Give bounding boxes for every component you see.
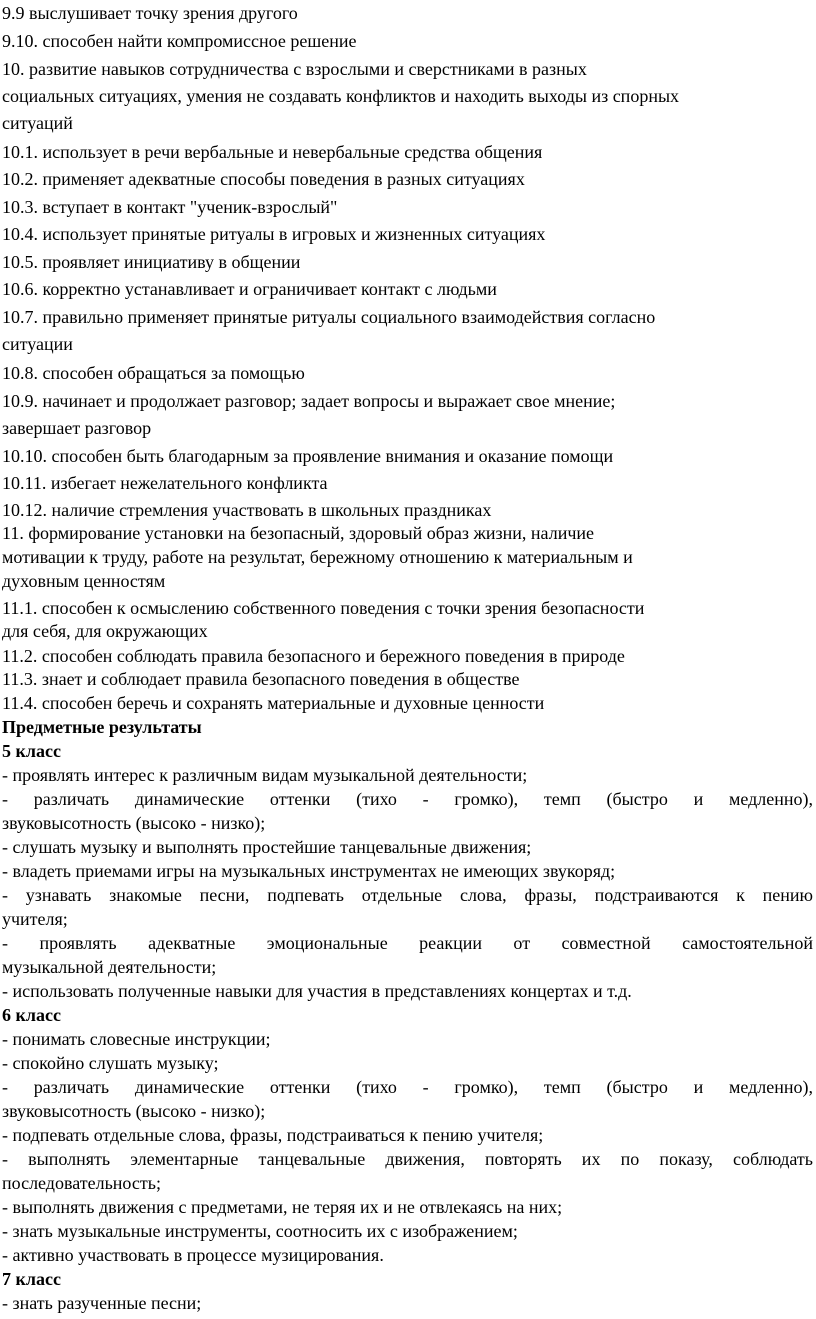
text-line: 10.9. начинает и продолжает разговор; задает вопросы и выражает свое мнение;	[2, 391, 616, 411]
text-line: 10.11. избегает нежелательного конфликта	[2, 473, 328, 493]
list-item-continuation: звуковысотность (высоко - низко);	[2, 1101, 266, 1121]
text-line: 11.4. способен беречь и сохранять материальные и духовные ценности	[2, 693, 545, 713]
list-item: - узнавать знакомые песни, подпевать отдельные слова, фразы, подстраиваются к пению	[2, 885, 813, 905]
list-item: - выполнять элементарные танцевальные движения, повторять их по показу, соблюдать	[2, 1149, 813, 1169]
section-heading: Предметные результаты	[2, 717, 202, 737]
list-item: - знать музыкальные инструменты, соотносить их с изображением;	[2, 1221, 518, 1241]
text-line: 10.8. способен обращаться за помощью	[2, 363, 305, 383]
text-line: 10.6. корректно устанавливает и ограничивает контакт с людьми	[2, 279, 497, 299]
list-item: - различать динамические оттенки (тихо - громко), темп (быстро и медленно),	[2, 789, 813, 809]
list-item: - различать динамические оттенки (тихо - громко), темп (быстро и медленно),	[2, 1077, 813, 1097]
list-item: - слушать музыку и выполнять простейшие танцевальные движения;	[2, 837, 532, 857]
text-line: 11.1. способен к осмыслению собственного поведения с точки зрения безопасности	[2, 598, 645, 618]
text-line: 10.2. применяет адекватные способы поведения в разных ситуациях	[2, 169, 525, 189]
list-item: - спокойно слушать музыку;	[2, 1053, 219, 1073]
text-line: 10.12. наличие стремления участвовать в школьных праздниках	[2, 500, 492, 520]
text-line: 10. развитие навыков сотрудничества с взрослыми и сверстниками в разных	[2, 59, 587, 79]
class-heading: 5 класс	[2, 741, 61, 761]
list-item-continuation: звуковысотность (высоко - низко);	[2, 813, 266, 833]
text-line: 10.7. правильно применяет принятые ритуалы социального взаимодействия согласно	[2, 307, 656, 327]
class-heading: 7 класс	[2, 1269, 61, 1289]
text-line: 11. формирование установки на безопасный, здоровый образ жизни, наличие	[2, 523, 594, 543]
text-line: мотивации к труду, работе на результат, бережному отношению к материальным и	[2, 547, 633, 567]
text-line: ситуаций	[2, 113, 73, 133]
list-item: - владеть приемами игры на музыкальных инструментах не имеющих звукоряд;	[2, 861, 616, 881]
list-item: - понимать словесные инструкции;	[2, 1029, 271, 1049]
class-heading: 6 класс	[2, 1005, 61, 1025]
text-line: 9.9 выслушивает точку зрения другого	[2, 3, 298, 23]
list-item-continuation: учителя;	[2, 909, 68, 929]
list-item: - проявлять адекватные эмоциональные реакции от совместной самостоятельной	[2, 933, 813, 953]
text-line: 10.4. использует принятые ритуалы в игровых и жизненных ситуациях	[2, 224, 546, 244]
text-line: 9.10. способен найти компромиссное решение	[2, 31, 357, 51]
list-item: - подпевать отдельные слова, фразы, подстраиваться к пению учителя;	[2, 1125, 544, 1145]
text-line: 10.10. способен быть благодарным за проявление внимания и оказание помощи	[2, 446, 614, 466]
list-item: - знать разученные песни;	[2, 1293, 202, 1313]
text-line: для себя, для окружающих	[2, 621, 208, 641]
list-item: - использовать полученные навыки для участия в представлениях концертах и т.д.	[2, 981, 632, 1001]
text-line: ситуации	[2, 334, 73, 354]
text-line: 11.2. способен соблюдать правила безопасного и бережного поведения в природе	[2, 646, 625, 666]
list-item: - выполнять движения с предметами, не теряя их и не отвлекаясь на них;	[2, 1197, 563, 1217]
text-line: завершает разговор	[2, 418, 152, 438]
list-item: - активно участвовать в процессе музицирования.	[2, 1245, 384, 1265]
text-line: 11.3. знает и соблюдает правила безопасного поведения в обществе	[2, 669, 520, 689]
text-line: 10.3. вступает в контакт "ученик-взрослый"	[2, 197, 338, 217]
text-line: 10.5. проявляет инициативу в общении	[2, 252, 301, 272]
list-item-continuation: музыкальной деятельности;	[2, 957, 217, 977]
text-line: 10.1. использует в речи вербальные и невербальные средства общения	[2, 142, 543, 162]
list-item-continuation: последовательность;	[2, 1173, 161, 1193]
text-line: социальных ситуациях, умения не создавать конфликтов и находить выходы из спорных	[2, 86, 680, 106]
list-item: - проявлять интерес к различным видам музыкальной деятельности;	[2, 765, 528, 785]
text-line: духовным ценностям	[2, 571, 166, 591]
